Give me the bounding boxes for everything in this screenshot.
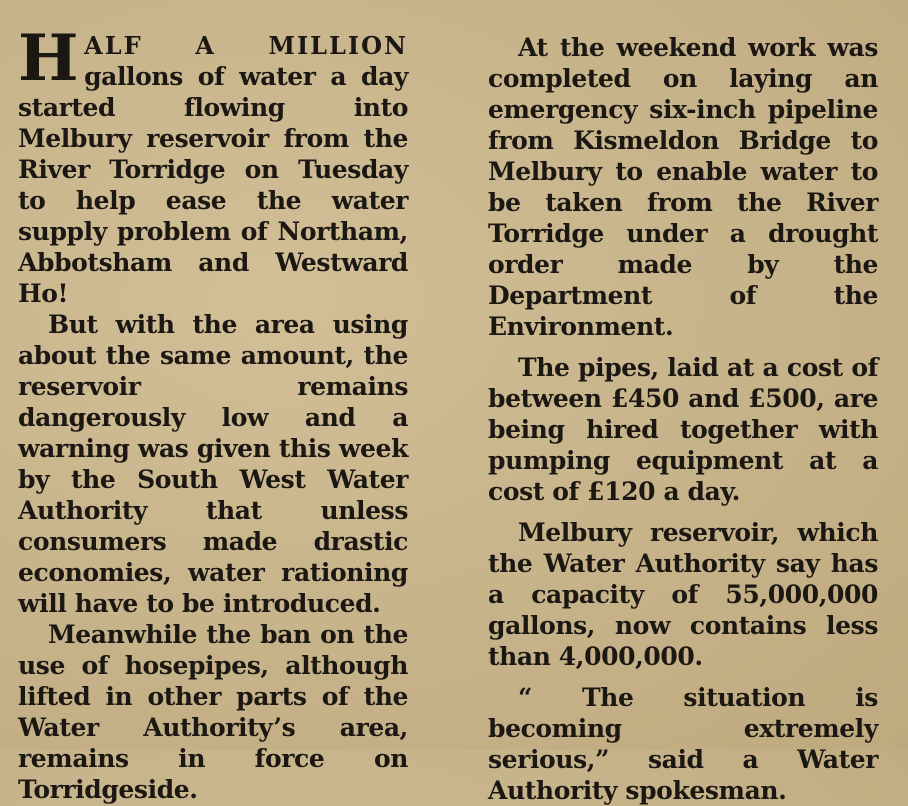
lead-text: gallons of water a day started flowing into Melbury reservoir from the River Torridge on Tuesday to help ease the water supply problem of Northam, Abbotsham and Westward Ho! <box>18 62 408 308</box>
lead-caps: ALF A MILLION <box>84 31 408 60</box>
article-column-left <box>18 21 408 805</box>
article-column-right <box>488 32 878 806</box>
paragraph: Meanwhile the ban on the use of hosepipes, although lifted in other parts of the Water Authority’s area, remains in force on Torridgeside. <box>18 620 408 804</box>
paragraph: But with the area using about the same amount, the reservoir remains dangerously low and a warning was given this week by the South West Water Authority that unless consumers made drastic economies, water rationing will have to be introduced. <box>18 310 408 618</box>
paragraph: “ The situation is becoming extremely serious,” said a Water Authority spokesman. <box>488 683 878 805</box>
paragraph: Melbury reservoir, which the Water Authority say has a capacity of 55,000,000 gallons, now contains less than 4,000,000. <box>488 518 878 671</box>
paragraph-lead <box>18 21 408 309</box>
drop-cap: H <box>18 21 79 96</box>
paragraph: At the weekend work was completed on laying an emergency six-inch pipeline from Kismeldon Bridge to Melbury to enable water to be taken from the River Torridge under a drought order made by the Department of the Environment. <box>488 33 878 341</box>
paragraph: The pipes, laid at a cost of between £450 and £500, are being hired together with pumping equipment at a cost of £120 a day. <box>488 353 878 506</box>
